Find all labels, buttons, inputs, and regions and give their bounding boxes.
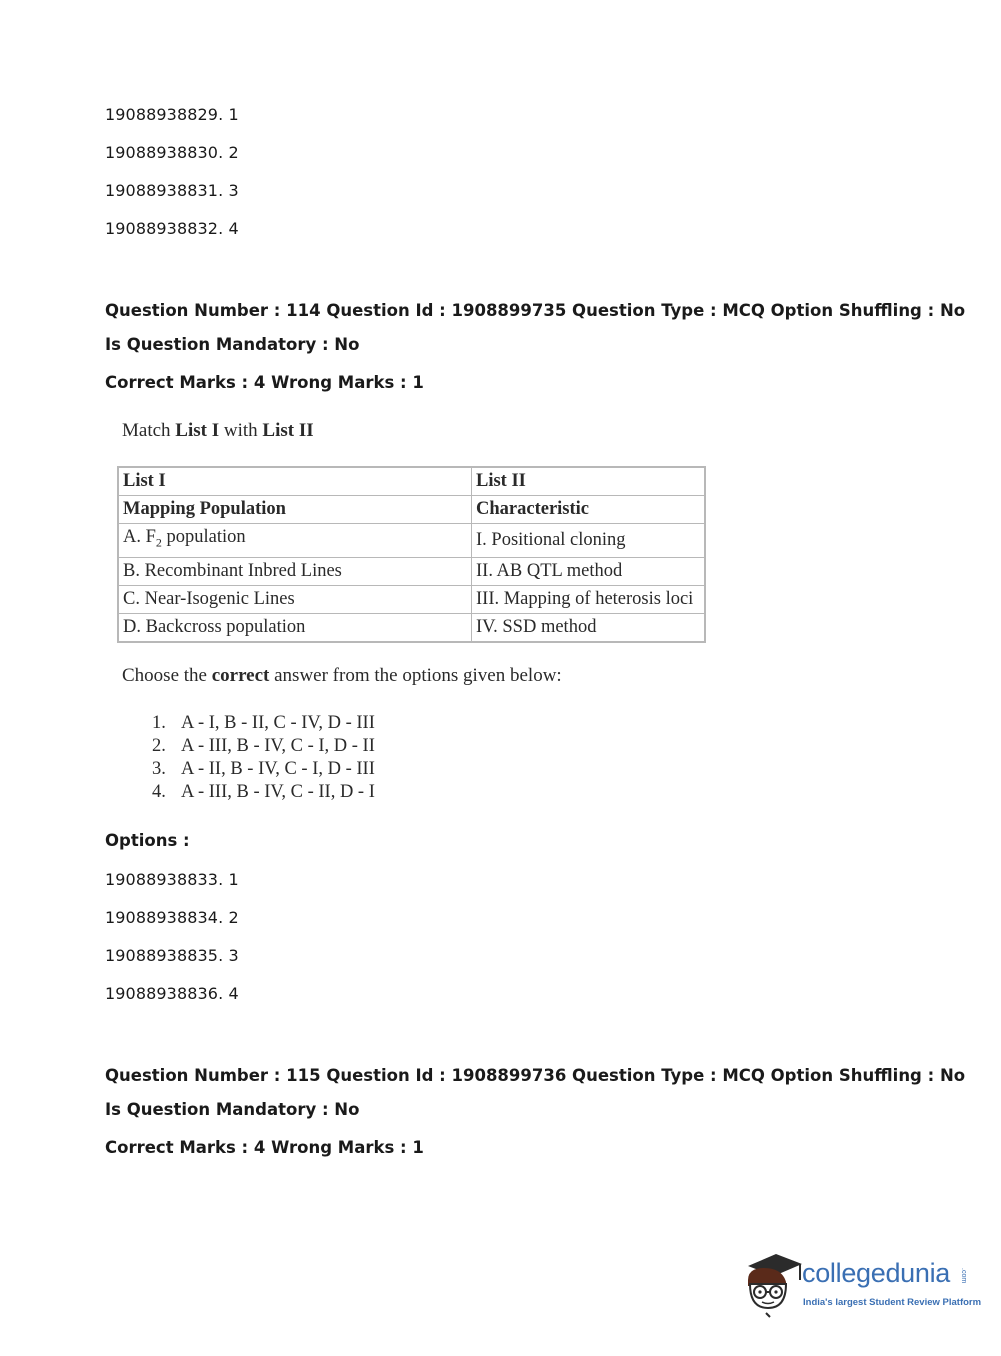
mascot-icon bbox=[742, 1250, 802, 1320]
table-cell: List I bbox=[118, 467, 472, 496]
table-row bbox=[118, 557, 705, 585]
table-cell: Characteristic bbox=[472, 496, 706, 524]
table-row bbox=[118, 585, 705, 613]
option-line: 19088938835. 3 bbox=[105, 946, 239, 965]
question-header: Question Number : 114 Question Id : 1908899735 Question Type : MCQ Option Shuffling : No bbox=[105, 301, 966, 320]
table-cell: IV. SSD method bbox=[472, 613, 706, 642]
question-header: Question Number : 115 Question Id : 1908899736 Question Type : MCQ Option Shuffling : No bbox=[105, 1066, 966, 1085]
question-mandatory: Is Question Mandatory : No bbox=[105, 335, 360, 354]
table-row bbox=[118, 524, 705, 558]
answer-choice: 2. A - III, B - IV, C - I, D - II bbox=[152, 736, 375, 756]
question-marks: Correct Marks : 4 Wrong Marks : 1 bbox=[105, 373, 424, 392]
question-marks: Correct Marks : 4 Wrong Marks : 1 bbox=[105, 1138, 424, 1157]
match-instruction: Match List I with List II bbox=[122, 420, 314, 441]
option-line: 19088938831. 3 bbox=[105, 181, 239, 200]
choose-instruction: Choose the correct answer from the options given below: bbox=[122, 665, 562, 686]
table-row bbox=[118, 613, 705, 642]
table-cell: III. Mapping of heterosis loci bbox=[472, 585, 706, 613]
table-cell: B. Recombinant Inbred Lines bbox=[118, 557, 472, 585]
option-line: 19088938833. 1 bbox=[105, 870, 239, 889]
option-line: 19088938834. 2 bbox=[105, 908, 239, 927]
logo-tagline: India's largest Student Review Platform bbox=[803, 1297, 982, 1308]
table-cell: A. $F_2$ population bbox=[118, 524, 472, 558]
table-cell: D. Backcross population bbox=[118, 613, 472, 642]
option-line: 19088938829. 1 bbox=[105, 105, 239, 124]
match-lists-table bbox=[117, 466, 706, 643]
logo-wordmark: collegedunia bbox=[802, 1258, 951, 1288]
answer-choice: 4. A - III, B - IV, C - II, D - I bbox=[152, 782, 375, 802]
collegedunia-logo bbox=[742, 1250, 982, 1320]
answer-choice: 1. A - I, B - II, C - IV, D - III bbox=[152, 713, 375, 733]
table-cell: Mapping Population bbox=[118, 496, 472, 524]
table-cell: I. Positional cloning bbox=[472, 524, 706, 558]
table-cell: II. AB QTL method bbox=[472, 557, 706, 585]
logo-domain: .com bbox=[960, 1268, 967, 1284]
table-cell: List II bbox=[472, 467, 706, 496]
table-row bbox=[118, 496, 705, 524]
answer-choices bbox=[152, 712, 375, 804]
options-label: Options : bbox=[105, 831, 190, 850]
option-line: 19088938832. 4 bbox=[105, 219, 239, 238]
option-line: 19088938830. 2 bbox=[105, 143, 239, 162]
question-mandatory: Is Question Mandatory : No bbox=[105, 1100, 360, 1119]
table-cell: C. Near-Isogenic Lines bbox=[118, 585, 472, 613]
table-row bbox=[118, 467, 705, 496]
option-line: 19088938836. 4 bbox=[105, 984, 239, 1003]
answer-choice: 3. A - II, B - IV, C - I, D - III bbox=[152, 759, 375, 779]
